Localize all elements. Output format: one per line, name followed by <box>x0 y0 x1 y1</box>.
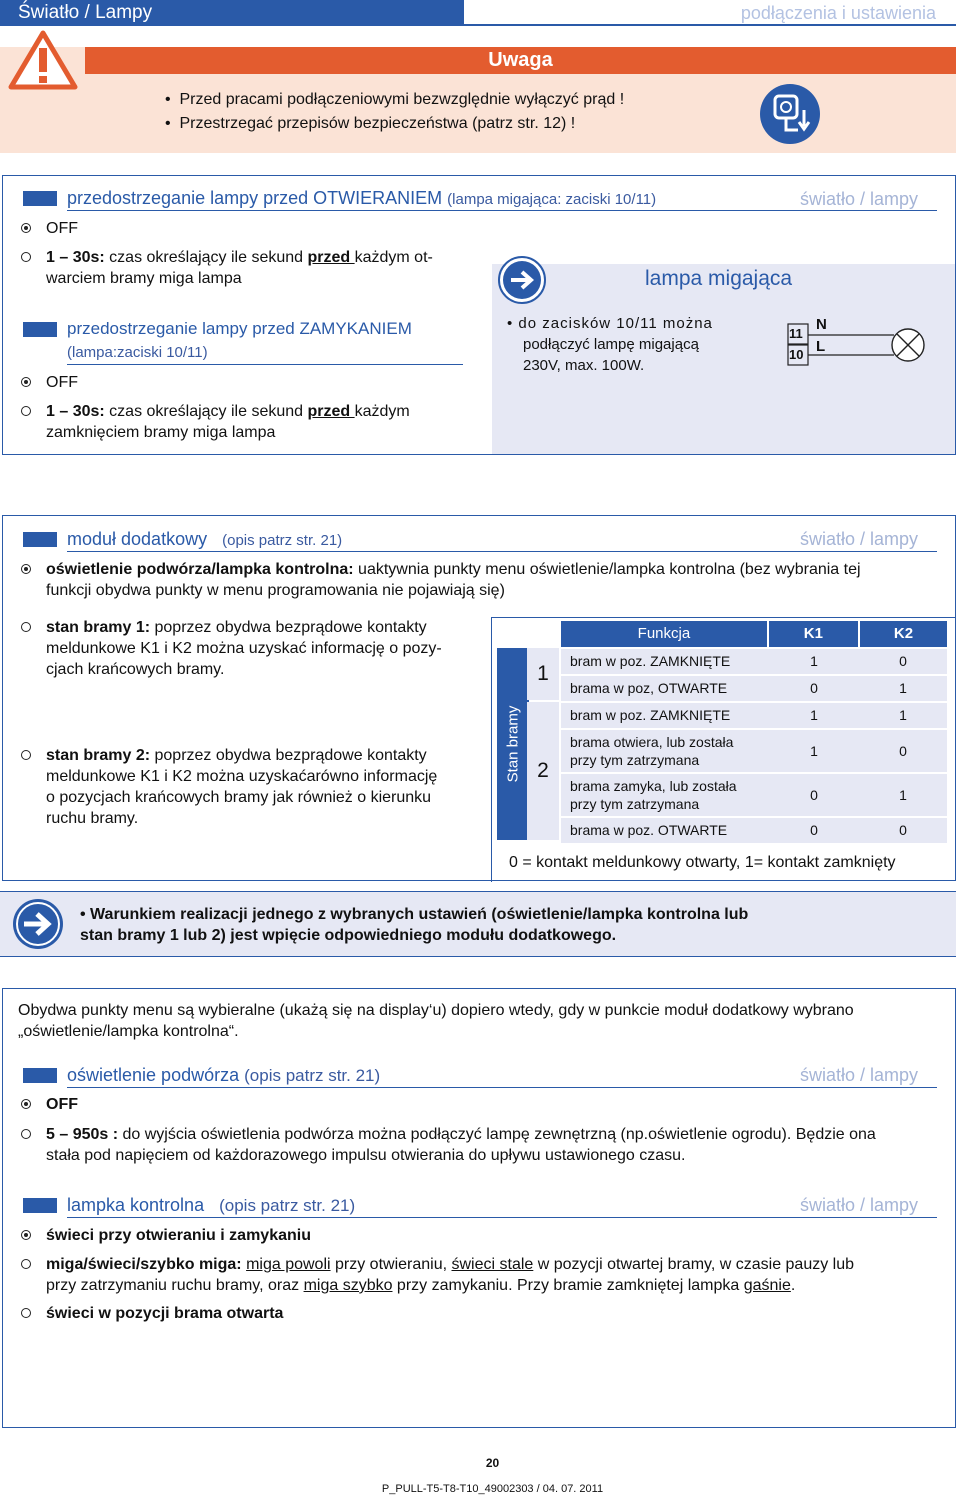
yard-link[interactable]: światło / lampy <box>800 1065 919 1085</box>
close-heading: przedostrzeganie lampy przed ZAMYKANIEM <box>67 319 412 338</box>
open-link[interactable]: światło / lampy <box>800 189 919 209</box>
note-text: • Warunkiem realizacji jednego z wybranych ustawień (oświetlenie/lampka kontrolna lub stan bramy 1 lub 2) jest wpięcie odpowiedniego modułu dodatkowego. <box>80 906 749 944</box>
ctrl-opt-3: świeci w pozycji brama otwarta <box>46 1305 284 1322</box>
module-opt-state1: stan bramy 1: poprzez obydwa bezprądowe kontakty meldunkowe K1 i K2 można uzyskać informację o pozy- cjach krańcowych bramy. <box>46 619 442 678</box>
radio[interactable] <box>21 252 31 262</box>
table-group-2: 2 <box>527 702 559 840</box>
page-title: Światło / Lampy <box>0 0 464 26</box>
table-side-label: Stan bramy <box>497 648 529 840</box>
heading-marker <box>23 1068 57 1083</box>
radio-selected[interactable] <box>21 564 31 574</box>
terminal-10: 10 <box>789 347 804 362</box>
warning-item: • Przed pracami podłączeniowymi bezwzględnie wyłączyć prąd ! <box>165 91 625 108</box>
divider <box>67 551 937 552</box>
page-number: 20 <box>485 1456 500 1470</box>
radio-selected[interactable] <box>21 223 31 233</box>
heading-marker <box>23 532 57 547</box>
divider <box>67 364 463 365</box>
table-row: bram w poz. ZAMKNIĘTE 1 1 <box>561 703 947 728</box>
divider <box>67 1087 937 1088</box>
terminal-l: L <box>816 338 826 355</box>
radio[interactable] <box>21 1259 31 1269</box>
warning-item: • Przestrzegać przepisów bezpieczeństwa (patrz str. 12) ! <box>165 115 576 132</box>
ctrl-heading: lampka kontrolna (opis patrz str. 21) <box>67 1195 356 1215</box>
yard-opt-off: OFF <box>46 1096 78 1113</box>
terminal-11: 11 <box>789 326 803 341</box>
radio-selected[interactable] <box>21 1099 31 1109</box>
divider <box>67 1217 937 1218</box>
ctrl-link[interactable]: światło / lampy <box>800 1195 919 1215</box>
section-title: podłączenia i ustawienia <box>464 0 956 26</box>
arrow-right-icon <box>498 256 546 304</box>
lamp-panel-text: • do zacisków 10/11 można podłączyć lampę migającą 230V, max. 100W. <box>507 315 713 374</box>
table-row: bram w poz. ZAMKNIĘTE 1 0 <box>561 649 947 674</box>
radio[interactable] <box>21 750 31 760</box>
col-header: K2 <box>858 621 947 647</box>
heading-marker <box>23 191 57 206</box>
radio[interactable] <box>21 622 31 632</box>
module-opt-yard: oświetlenie podwórza/lampka kontrolna: uaktywnia punkty menu oświetlenie/lampka kontrolna (bez wybrania tej funkcji obydwa punkty w menu programowania nie pojawiają się) <box>46 561 861 599</box>
col-header: K1 <box>767 621 858 647</box>
module-heading: moduł dodatkowy (opis patrz str. 21) <box>67 529 343 549</box>
plug-icon <box>758 82 822 146</box>
warning-triangle-icon <box>8 30 78 90</box>
col-header: Funkcja <box>637 625 691 642</box>
ctrl-opt-2: miga/świeci/szybko miga: miga powoli przy otwieraniu, świeci stale w pozycji otwartej bramy, w czasie pauzy lub przy zatrzymaniu ruchu bramy, oraz miga szybko przy zamykaniu. Przy bramie zamkniętej lampka gaśnie. <box>46 1256 855 1294</box>
terminal-diagram <box>786 318 928 368</box>
doc-id: P_PULL-T5-T8-T10_49002303 / 04. 07. 2011 <box>381 1483 604 1495</box>
table-group-1: 1 <box>527 648 559 700</box>
yard-heading: oświetlenie podwórza (opis patrz str. 21) <box>67 1065 381 1085</box>
close-heading-note: (lampa:zaciski 10/11) <box>67 344 208 361</box>
table-row: brama otwiera, lub została przy tym zatrzymana 1 0 <box>561 730 947 772</box>
close-opt-off: OFF <box>46 374 78 391</box>
warning-list <box>165 88 624 136</box>
heading-marker <box>23 1198 57 1213</box>
table-legend: 0 = kontakt meldunkowy otwarty, 1= kontakt zamknięty <box>509 854 896 871</box>
radio-selected[interactable] <box>21 1230 31 1240</box>
open-opt-range: 1 – 30s: czas określający ile sekund przed każdym ot- warciem bramy miga lampa <box>46 249 433 287</box>
module-link[interactable]: światło / lampy <box>800 529 919 549</box>
close-opt-range: 1 – 30s: czas określający ile sekund przed każdym zamknięciem bramy miga lampa <box>46 403 410 441</box>
divider <box>67 210 937 211</box>
ctrl-opt-1: świeci przy otwieraniu i zamykaniu <box>46 1227 311 1244</box>
heading-marker <box>23 322 57 337</box>
lamp-panel-title: lampa migająca <box>645 267 793 290</box>
terminal-n: N <box>816 316 827 333</box>
radio[interactable] <box>21 1129 31 1139</box>
radio-selected[interactable] <box>21 377 31 387</box>
table-row: brama zamyka, lub została przy tym zatrzymana 0 1 <box>561 774 947 816</box>
table-row: brama w poz. OTWARTE 0 0 <box>561 818 947 843</box>
radio[interactable] <box>21 406 31 416</box>
intro-text: Obydwa punkty menu są wybieralne (ukażą się na display‘u) dopiero wtedy, gdy w punkcie moduł dodatkowy wybrano „oświetlenie/lampka kontrolna“. <box>18 1002 854 1040</box>
table-row: brama w poz, OTWARTE 0 1 <box>561 676 947 701</box>
arrow-right-icon <box>12 898 64 950</box>
gate-state-table <box>561 621 947 843</box>
yard-opt-range: 5 – 950s : do wyjścia oświetlenia podwórza można podłączyć lampę zewnętrzną (np.oświetlenie ogrodu). Będzie ona stała pod napięciem od każdorazowego impulsu otwierania do upływu ustawionego czasu. <box>46 1126 876 1164</box>
open-opt-off: OFF <box>46 220 78 237</box>
radio[interactable] <box>21 1308 31 1318</box>
module-opt-state2: stan bramy 2: poprzez obydwa bezprądowe kontakty meldunkowe K1 i K2 można uzyskaćarówno informację o pozycjach krańcowych bramy jak również o kierunku ruchu bramy. <box>46 747 438 827</box>
warning-title: Uwaga <box>85 47 956 74</box>
open-heading: przedostrzeganie lampy przed OTWIERANIEM (lampa migająca: zaciski 10/11) <box>67 188 657 208</box>
